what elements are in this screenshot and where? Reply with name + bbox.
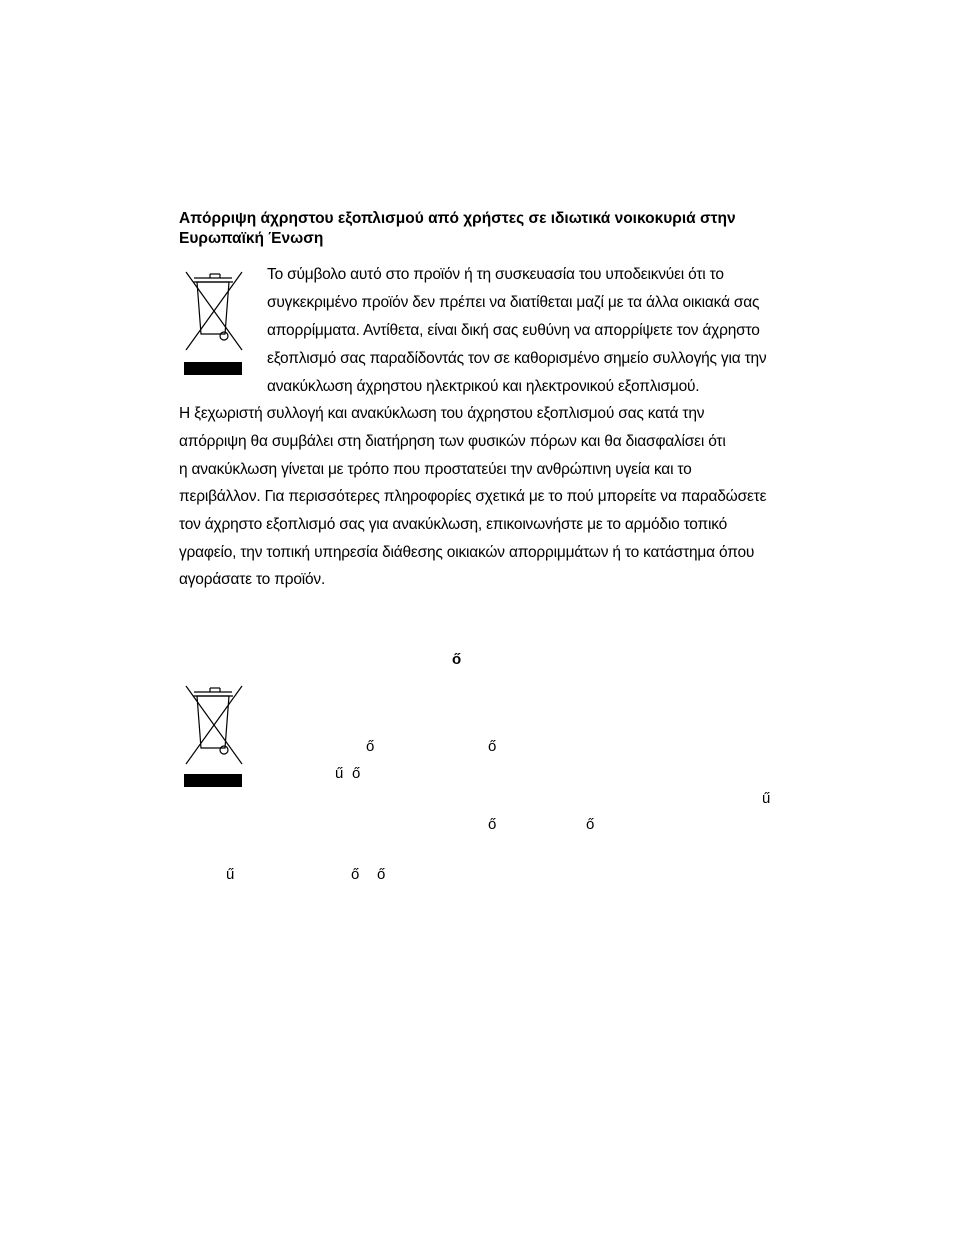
paragraph-line: Η ξεχωριστή συλλογή και ανακύκλωση του άχρηστου εξοπλισμού σας κατά την — [179, 405, 705, 422]
crossed-out-wheelie-bin-icon — [180, 266, 248, 376]
section-title-fragment: ő — [452, 651, 462, 668]
paragraph-line: αγοράσατε το προϊόν. — [179, 571, 326, 588]
paragraph-line: Το σύμβολο αυτό στο προϊόν ή τη συσκευασία του υποδεικνύει ότι το — [267, 266, 724, 283]
text-fragment: ő — [351, 866, 360, 883]
text-fragment: ő — [488, 816, 497, 833]
text-fragment: ő — [586, 816, 595, 833]
paragraph-line: απορρίμματα. Αντίθετα, είναι δική σας ευθύνη να απορρίψετε τον άχρηστο — [267, 322, 760, 339]
paragraph-line: συγκεκριμένο προϊόν δεν πρέπει να διατίθεται μαζί με τα άλλα οικιακά σας — [267, 294, 760, 311]
paragraph-line: περιβάλλον. Για περισσότερες πληροφορίες σχετικά με το πού μπορείτε να παραδώσετε — [179, 488, 767, 505]
crossed-out-wheelie-bin-icon — [180, 680, 248, 790]
paragraph-line: η ανακύκλωση γίνεται με τρόπο που προστατεύει την ανθρώπινη υγεία και το — [179, 461, 692, 478]
text-fragment: ő — [377, 866, 386, 883]
paragraph-line: εξοπλισμό σας παραδίδοντάς τον σε καθορισμένο σημείο συλλογής για την — [267, 350, 767, 367]
text-fragment: ű — [335, 765, 344, 782]
paragraph-line: τον άχρηστο εξοπλισμό σας για ανακύκλωση, επικοινωνήστε με το αρμόδιο τοπικό — [179, 516, 728, 533]
text-fragment: ű — [226, 866, 235, 883]
text-fragment: ű — [762, 790, 771, 807]
text-fragment: ő — [352, 765, 361, 782]
text-fragment: ő — [366, 738, 375, 755]
paragraph-line: ανακύκλωση άχρηστου ηλεκτρικού και ηλεκτρονικού εξοπλισμού. — [267, 378, 700, 395]
paragraph-line: απόρριψη θα συμβάλει στη διατήρηση των φυσικών πόρων και θα διασφαλίσει ότι — [179, 433, 726, 450]
section-title: Απόρριψη άχρηστου εξοπλισμού από χρήστες σε ιδιωτικά νοικοκυριά στην Ευρωπαϊκή Ένωση — [179, 210, 736, 247]
paragraph-line: γραφείο, την τοπική υπηρεσία διάθεσης οικιακών απορριμμάτων ή το κατάστημα όπου — [179, 544, 755, 561]
text-fragment: ő — [488, 738, 497, 755]
